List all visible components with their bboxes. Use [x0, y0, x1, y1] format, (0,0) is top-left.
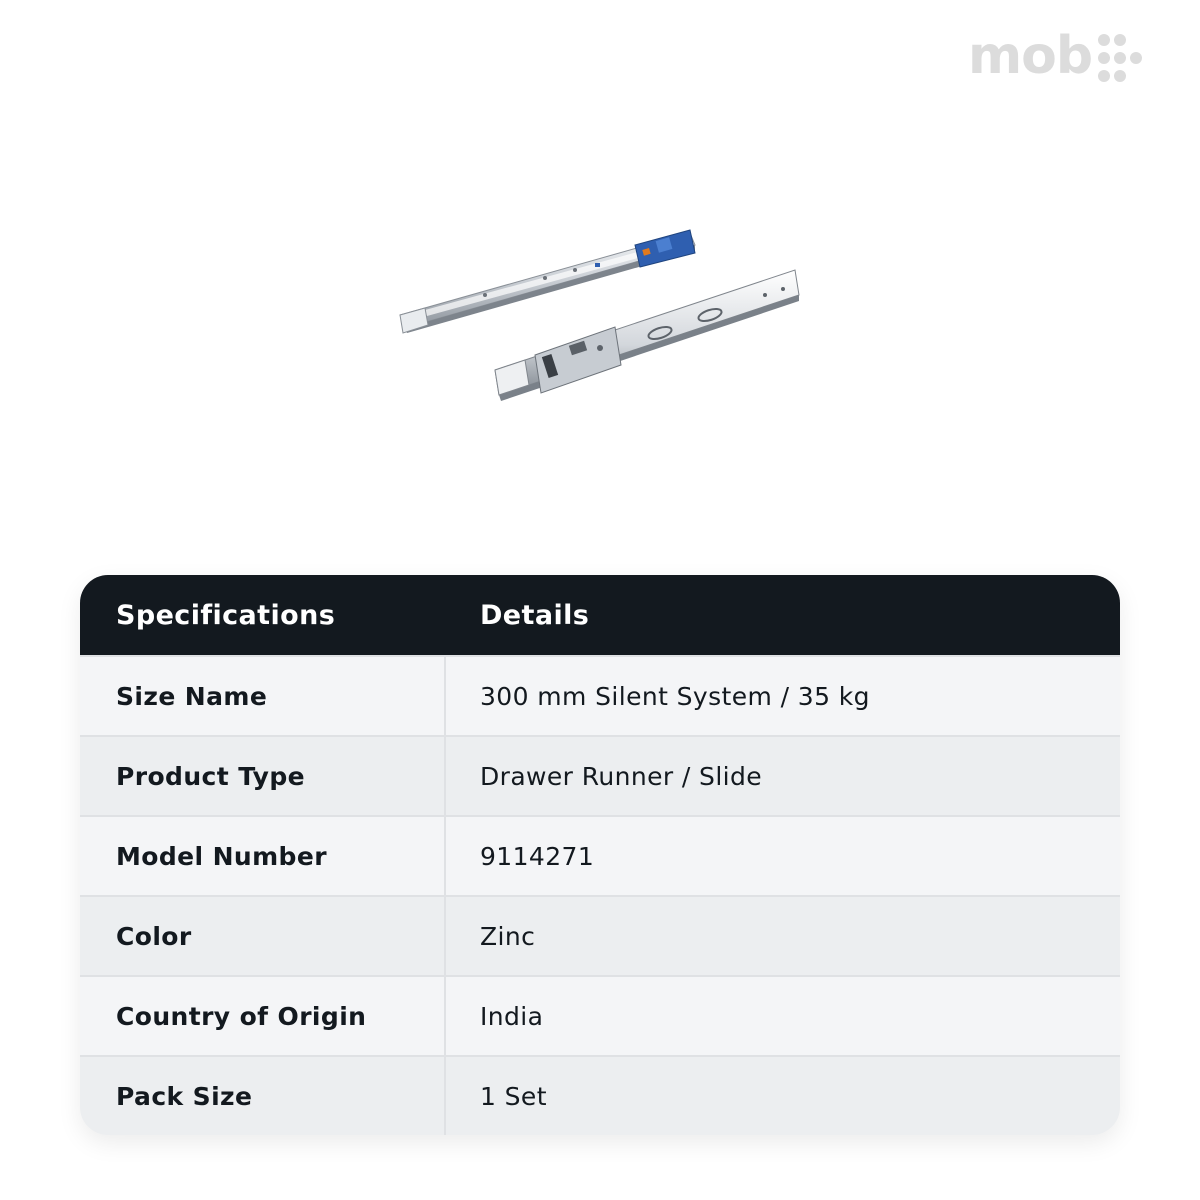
table-header-row	[80, 575, 1120, 655]
brand-logo	[968, 26, 1142, 86]
spec-key: Product Type	[80, 737, 446, 815]
logo-dots-icon	[1096, 32, 1142, 84]
upper-slide	[400, 230, 695, 333]
spec-key: Model Number	[80, 817, 446, 895]
spec-value: 9114271	[480, 841, 595, 871]
spec-value: India	[480, 1001, 544, 1031]
spec-value: 300 mm Silent System / 35 kg	[480, 681, 870, 711]
logo-text: mob	[968, 26, 1093, 86]
spec-key: Size Name	[80, 657, 446, 735]
specifications-table	[80, 575, 1120, 1135]
header-details: Details	[480, 599, 590, 631]
spec-key: Color	[80, 897, 446, 975]
table-row	[80, 1055, 1120, 1135]
spec-value: Drawer Runner / Slide	[480, 761, 763, 791]
table-row	[80, 655, 1120, 735]
spec-key: Country of Origin	[80, 977, 446, 1055]
table-row	[80, 895, 1120, 975]
spec-value: 1 Set	[480, 1081, 547, 1111]
spec-key: Pack Size	[80, 1057, 446, 1135]
spec-value: Zinc	[480, 921, 536, 951]
table-row	[80, 975, 1120, 1055]
header-specifications: Specifications	[116, 599, 336, 631]
table-row	[80, 815, 1120, 895]
drawer-slide-pair-image	[385, 215, 815, 405]
table-row	[80, 735, 1120, 815]
